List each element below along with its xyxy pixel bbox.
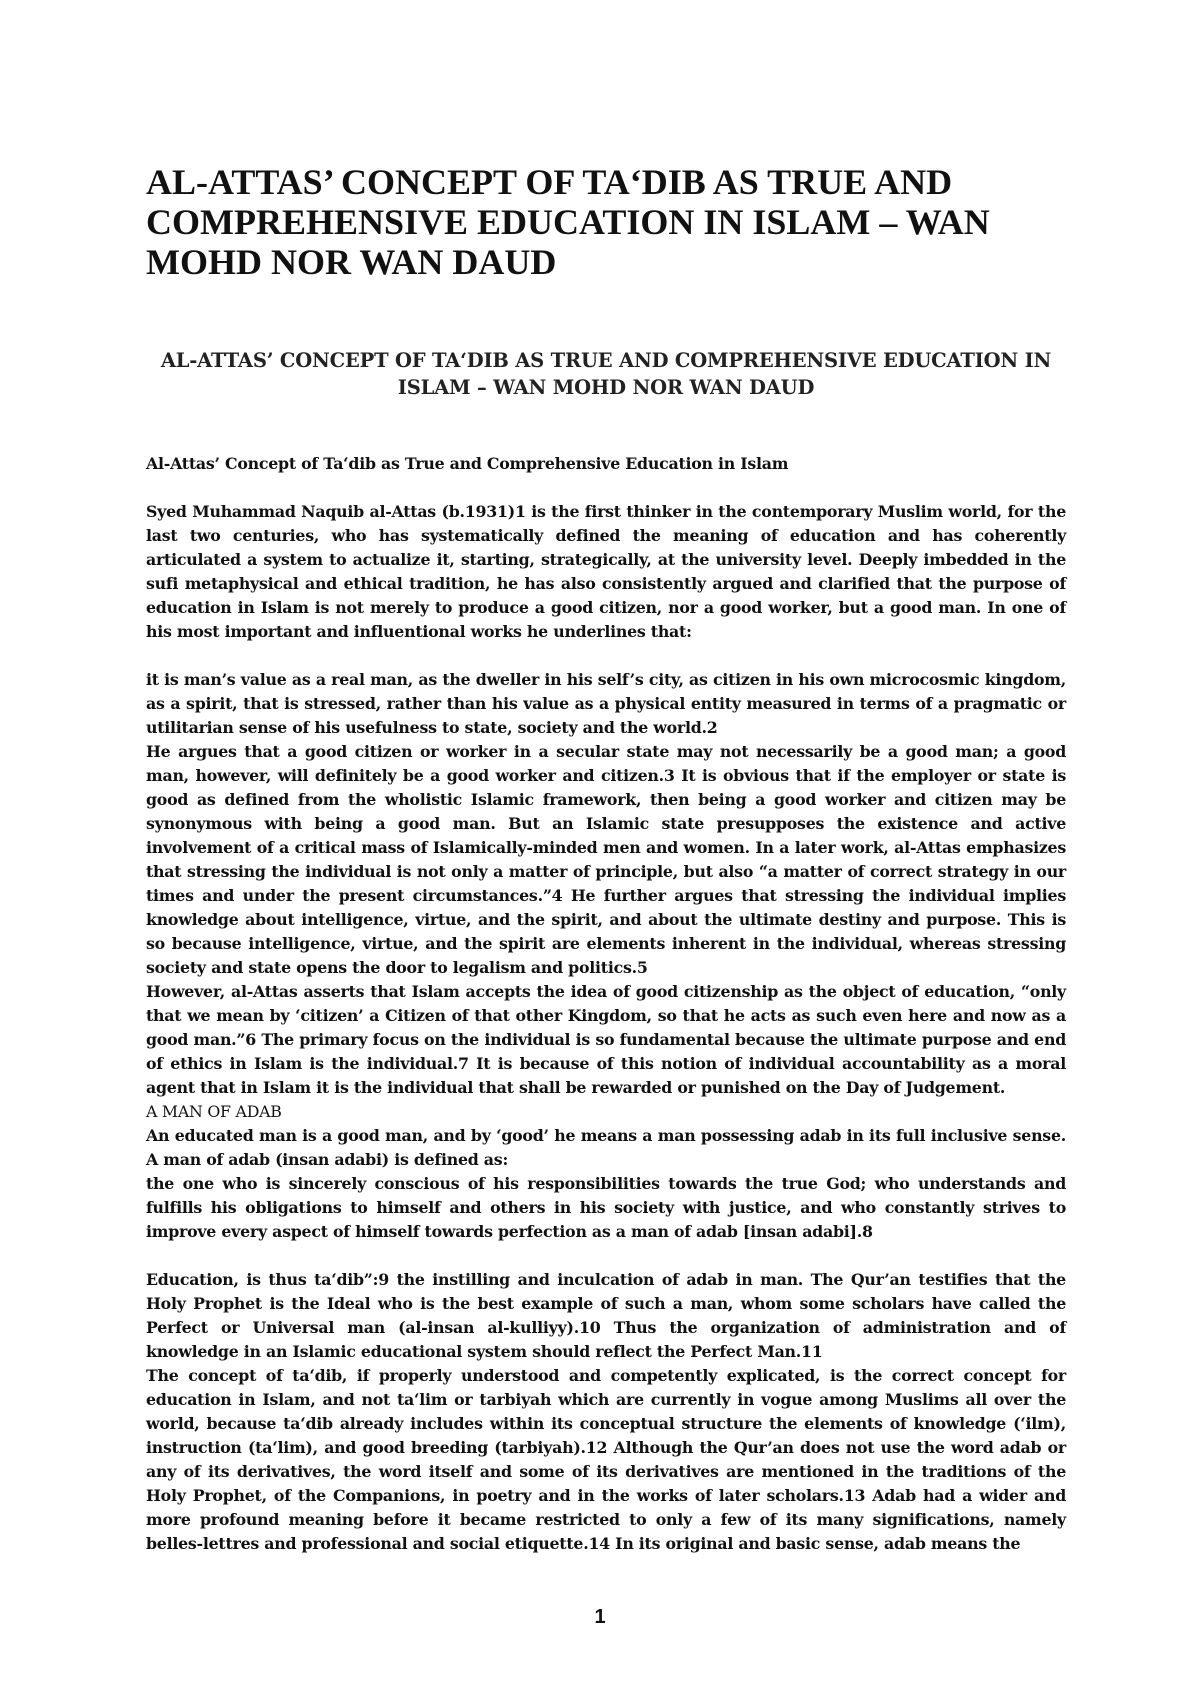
paragraph-4: An educated man is a good man, and by ‘good’ he means a man possessing adab in its full inclusive sense. A man of adab (insan adabi) is defined as:: [146, 1126, 1066, 1169]
paragraph-1: Syed Muhammad Naquib al-Attas (b.1931)1 is the first thinker in the contemporary Muslim world, for the last two centuries, who has systematically defined the meaning of education and has coherently articulated a system to actualize it, starting, strategically, at the university level. Deeply imbedded in the sufi metaphysical and ethical tradition, he has also consistently argued and clarified that the purpose of education in Islam is not merely to produce a good citizen, nor a good worker, but a good man. In one of his most important and influentional works he underlines that:: [146, 502, 1066, 641]
document-subtitle: AL-ATTAS’ CONCEPT OF TA‘DIB AS TRUE AND COMPREHENSIVE EDUCATION IN ISLAM – WAN MOHD NOR WAN DAUD: [160, 349, 1052, 399]
document-title: AL-ATTAS’ CONCEPT OF TA‘DIB AS TRUE AND COMPREHENSIVE EDUCATION IN ISLAM – WAN MOHD NOR WAN DAUD: [146, 162, 990, 282]
paragraph-6: The concept of ta‘dib, if properly understood and competently explicated, is the correct concept for education in Islam, and not ta‘lim or tarbiyah which are currently in vogue among Muslims all over the world, because ta‘dib already includes within its conceptual structure the elements of knowledge (‘ilm), instruction (ta‘lim), and good breeding (tarbiyah).12 Although the Qur’an does not use the word adab or any of its derivatives, the word itself and some of its derivatives are mentioned in the traditions of the Holy Prophet, of the Companions, in poetry and in the works of later scholars.13 Adab had a wider and more profound meaning before it became restricted to only a few of its many significations, namely belles-lettres and professional and social etiquette.14 In its original and basic sense, adab means the: [146, 1366, 1066, 1553]
paragraph-5: Education, is thus ta‘dib”:9 the instilling and inculcation of adab in man. The Qur’an testifies that the Holy Prophet is the Ideal who is the best example of such a man, whom some scholars have called the Perfect or Universal man (al-insan al-kulliyy).10 Thus the organization of administration and of knowledge in an Islamic educational system should reflect the Perfect Man.11: [146, 1270, 1066, 1361]
block-quote-1: it is man’s value as a real man, as the dweller in his self’s city, as citizen in his own microcosmic kingdom, as a spirit, that is stressed, rather than his value as a physical entity measured in terms of a pragmatic or utilitarian sense of his usefulness to state, society and the world.2: [146, 670, 1066, 737]
subheading-man-of-adab: A MAN OF ADAB: [146, 1102, 282, 1121]
paragraph-3: However, al-Attas asserts that Islam accepts the idea of good citizenship as the object of education, “only that we mean by ‘citizen’ a Citizen of that other Kingdom, so that he acts as such even here and now as a good man.”6 The primary focus on the individual is so fundamental because the ultimate purpose and end of ethics in Islam is the individual.7 It is because of this notion of individual accountability as a moral agent that in Islam it is the individual that shall be rewarded or punished on the Day of Judgement.: [146, 982, 1066, 1097]
page-number: 1: [594, 1606, 606, 1628]
block-quote-2: the one who is sincerely conscious of his responsibilities towards the true God; who understands and fulfills his obligations to himself and others in his society with justice, and who constantly strives to improve every aspect of himself towards perfection as a man of adab [insan adabi].8: [146, 1174, 1066, 1241]
paragraph-2: He argues that a good citizen or worker in a secular state may not necessarily be a good man; a good man, however, will definitely be a good worker and citizen.3 It is obvious that if the employer or state is good as defined from the wholistic Islamic framework, then being a good worker and citizen may be synonymous with being a good man. But an Islamic state presupposes the existence and active involvement of a critical mass of Islamically-minded men and women. In a later work, al-Attas emphasizes that stressing the individual is not only a matter of principle, but also “a matter of correct strategy in our times and under the present circumstances.”4 He further argues that stressing the individual implies knowledge about intelligence, virtue, and the spirit, and about the ultimate destiny and purpose. This is so because intelligence, virtue, and the spirit are elements inherent in the individual, whereas stressing society and state opens the door to legalism and politics.5: [146, 742, 1066, 977]
document-body: [146, 452, 1066, 1556]
section-heading: Al-Attas’ Concept of Ta‘dib as True and Comprehensive Education in Islam: [146, 454, 789, 473]
